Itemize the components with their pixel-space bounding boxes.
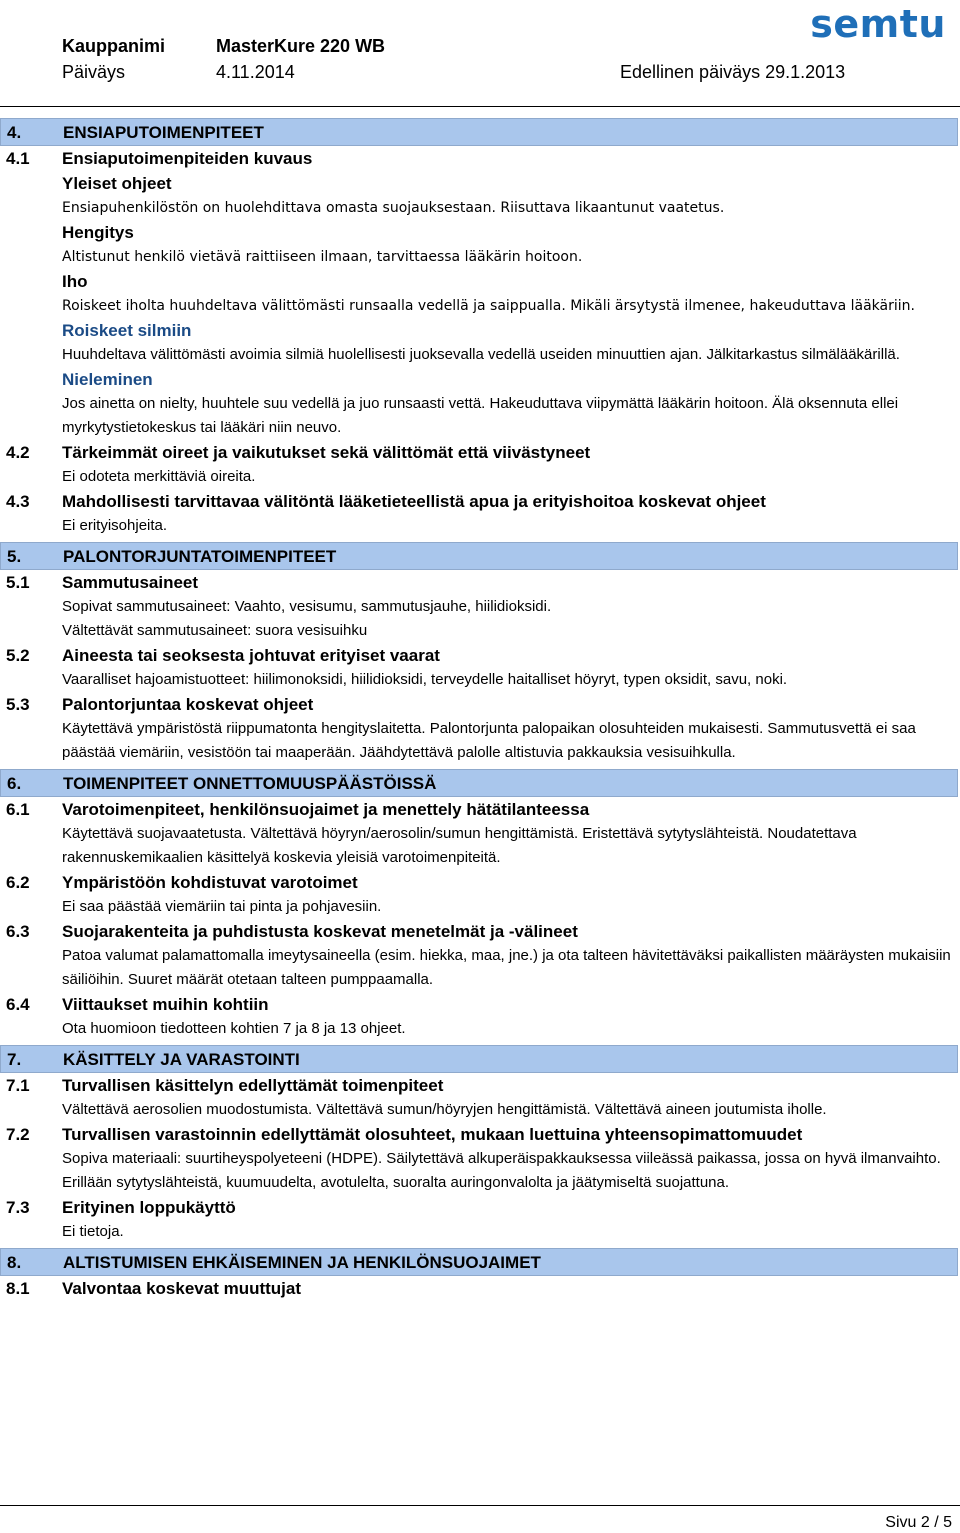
- subsection-number: 4.2: [6, 443, 30, 462]
- subsection-title: Sammutusaineet: [62, 573, 199, 592]
- subsection-4-2-heading: [0, 440, 960, 465]
- product-name: MasterKure 220 WB: [216, 36, 386, 56]
- subsection-7-3-heading: [0, 1195, 960, 1220]
- subsection-4-3-text: Ei erityisohjeita.: [62, 517, 168, 534]
- subsection-6-2-heading: [0, 870, 960, 895]
- document-body: [0, 118, 960, 1301]
- general-instructions-label: Yleiset ohjeet: [62, 174, 172, 193]
- skin-text: Roiskeet iholta huuhdeltava välittömästi runsaalla vedellä ja saippualla. Mikäli ärsytystä ilmenee, hakeuduttava lääkäriin.: [62, 298, 915, 314]
- eyes-label: Roiskeet silmiin: [62, 321, 192, 340]
- subsection-title: Turvallisen käsittelyn edellyttämät toimenpiteet: [62, 1076, 444, 1095]
- subsection-number: 7.2: [6, 1125, 30, 1144]
- subsection-6-1-text: Käytettävä suojavaatetusta. Vältettävä höyryn/aerosolin/sumun hengittämistä. Eristettävä sytytyslähteistä. Noudatettava rakennuskemikaalien käsittelyä koskevia yleisiä varotoimenpiteitä.: [62, 825, 857, 866]
- subsection-number: 4.3: [6, 492, 30, 511]
- footer-divider: [0, 1505, 960, 1506]
- section-title: TOIMENPITEET ONNETTOMUUSPÄÄSTÖISSÄ: [63, 774, 437, 793]
- subsection-6-2-text: Ei saa päästää viemäriin tai pinta ja pohjavesiin.: [62, 898, 382, 915]
- section-number: 6.: [7, 774, 22, 793]
- subsection-title: Ympäristöön kohdistuvat varotoimet: [62, 873, 358, 892]
- subsection-number: 7.1: [6, 1076, 30, 1095]
- subsection-5-1-heading: [0, 570, 960, 595]
- suitable-extinguishers-text: Sopivat sammutusaineet: Vaahto, vesisumu, sammutusjauhe, hiilidioksidi.: [62, 598, 552, 615]
- subsection-number: 6.3: [6, 922, 30, 941]
- subsection-6-4-heading: [0, 992, 960, 1017]
- subsection-number: 6.1: [6, 800, 30, 819]
- date-label: Päiväys: [62, 62, 126, 82]
- subsection-4-3-heading: [0, 489, 960, 514]
- product-label: Kauppanimi: [62, 36, 166, 56]
- page-number: Sivu 2 / 5: [885, 1514, 952, 1531]
- section-4-heading: [0, 118, 958, 146]
- section-number: 8.: [7, 1253, 22, 1272]
- subsection-number: 8.1: [6, 1279, 30, 1298]
- section-title: KÄSITTELY JA VARASTOINTI: [63, 1050, 300, 1069]
- subsection-6-3-text: Patoa valumat palamattomalla imeytysaineella (esim. hiekka, maa, jne.) ja ota talteen hävitettäväksi paikallisten määräysten mukaisiin säiliöihin. Suuret määrät otetaan talteen pumppaamalla.: [62, 947, 951, 988]
- subsection-number: 4.1: [6, 149, 30, 168]
- subsection-6-3-heading: [0, 919, 960, 944]
- subsection-5-3-text: Käytettävä ympäristöstä riippumatonta hengityslaitetta. Palontorjunta palopaikan olosuhteiden mukaisesti. Sammutusvettä ei saa päästää viemäriin, vesistöön tai maaperään. Jäähdytettävä palolle altistuvia pakkauksia vesisuihkulla.: [62, 720, 916, 761]
- swallowing-label: Nieleminen: [62, 370, 153, 389]
- section-number: 7.: [7, 1050, 22, 1069]
- section-5-heading: [0, 542, 958, 570]
- section-title: PALONTORJUNTATOIMENPITEET: [63, 547, 337, 566]
- section-title: ENSIAPUTOIMENPITEET: [63, 123, 264, 142]
- subsection-7-1-heading: [0, 1073, 960, 1098]
- subsection-7-2-text: Sopiva materiaali: suurtiheyspolyeteeni (HDPE). Säilytettävä alkuperäispakkauksessa viileässä paikassa, jossa on hyvä ilmanvaihto. Erillään sytytyslähteistä, kuumuudelta, avotulelta, suoralta auringonvalolta ja jäätymiseltä suojattuna.: [62, 1150, 941, 1191]
- subsection-number: 5.1: [6, 573, 30, 592]
- section-8-heading: [0, 1248, 958, 1276]
- unsuitable-extinguishers-text: Vältettävät sammutusaineet: suora vesisuihku: [62, 622, 368, 639]
- eyes-text: Huuhdeltava välittömästi avoimia silmiä huolellisesti juoksevalla vedellä useiden minuuttien ajan. Jälkitarkastus silmälääkärillä.: [62, 346, 900, 363]
- subsection-number: 6.2: [6, 873, 30, 892]
- subsection-7-2-heading: [0, 1122, 960, 1147]
- subsection-title: Erityinen loppukäyttö: [62, 1198, 236, 1217]
- subsection-title: Aineesta tai seoksesta johtuvat erityiset vaarat: [62, 646, 440, 665]
- subsection-6-1-heading: [0, 797, 960, 822]
- subsection-number: 5.3: [6, 695, 30, 714]
- subsection-title: Suojarakenteita ja puhdistusta koskevat menetelmät ja -välineet: [62, 922, 578, 941]
- subsection-7-1-text: Vältettävä aerosolien muodostumista. Vältettävä sumun/höyryjen hengittämistä. Vältettävä aineen joutumista iholle.: [62, 1101, 827, 1118]
- breathing-label: Hengitys: [62, 223, 134, 242]
- subsection-4-1-heading: [0, 146, 960, 171]
- section-6-heading: [0, 769, 958, 797]
- semtu-logo: semtu: [810, 2, 946, 46]
- section-7-heading: [0, 1045, 958, 1073]
- subsection-title: Viittaukset muihin kohtiin: [62, 995, 269, 1014]
- subsection-number: 7.3: [6, 1198, 30, 1217]
- subsection-7-3-text: Ei tietoja.: [62, 1223, 124, 1240]
- subsection-title: Mahdollisesti tarvittavaa välitöntä lääketieteellistä apua ja erityishoitoa koskevat ohjeet: [62, 492, 766, 511]
- subsection-5-2-text: Vaaralliset hajoamistuotteet: hiilimonoksidi, hiilidioksidi, terveydelle haitalliset höyryt, typen oksidit, savu, noki.: [62, 671, 788, 688]
- swallowing-text: Jos ainetta on nielty, huuhtele suu vedellä ja juo runsaasti vettä. Hakeuduttava viipymättä lääkärin hoitoon. Älä oksennuta ellei myrkytystietokeskus tai lääkäri niin neuvo.: [62, 395, 899, 436]
- section-title: ALTISTUMISEN EHKÄISEMINEN JA HENKILÖNSUOJAIMET: [63, 1253, 541, 1272]
- date-value: 4.11.2014: [216, 62, 295, 82]
- skin-label: Iho: [62, 272, 88, 291]
- subsection-4-2-text: Ei odoteta merkittäviä oireita.: [62, 468, 256, 485]
- previous-date: Edellinen päiväys 29.1.2013: [620, 62, 846, 82]
- subsection-6-4-text: Ota huomioon tiedotteen kohtien 7 ja 8 ja 13 ohjeet.: [62, 1020, 406, 1037]
- subsection-number: 5.2: [6, 646, 30, 665]
- subsection-5-3-heading: [0, 692, 960, 717]
- subsection-number: 6.4: [6, 995, 30, 1014]
- subsection-5-2-heading: [0, 643, 960, 668]
- section-number: 4.: [7, 123, 22, 142]
- subsection-8-1-heading: [0, 1276, 960, 1301]
- subsection-title: Ensiaputoimenpiteiden kuvaus: [62, 149, 313, 168]
- breathing-text: Altistunut henkilö vietävä raittiiseen ilmaan, tarvittaessa lääkärin hoitoon.: [62, 249, 583, 265]
- general-instructions-text: Ensiapuhenkilöstön on huolehdittava omasta suojauksestaan. Riisuttava likaantunut vaatetus.: [62, 200, 725, 216]
- subsection-title: Turvallisen varastoinnin edellyttämät olosuhteet, mukaan luettuina yhteensopimattomuudet: [62, 1125, 803, 1144]
- subsection-title: Varotoimenpiteet, henkilönsuojaimet ja menettely hätätilanteessa: [62, 800, 590, 819]
- subsection-title: Valvontaa koskevat muuttujat: [62, 1279, 302, 1298]
- subsection-title: Tärkeimmät oireet ja vaikutukset sekä välittömät että viivästyneet: [62, 443, 591, 462]
- subsection-title: Palontorjuntaa koskevat ohjeet: [62, 695, 314, 714]
- header-divider: [0, 106, 960, 107]
- section-number: 5.: [7, 547, 22, 566]
